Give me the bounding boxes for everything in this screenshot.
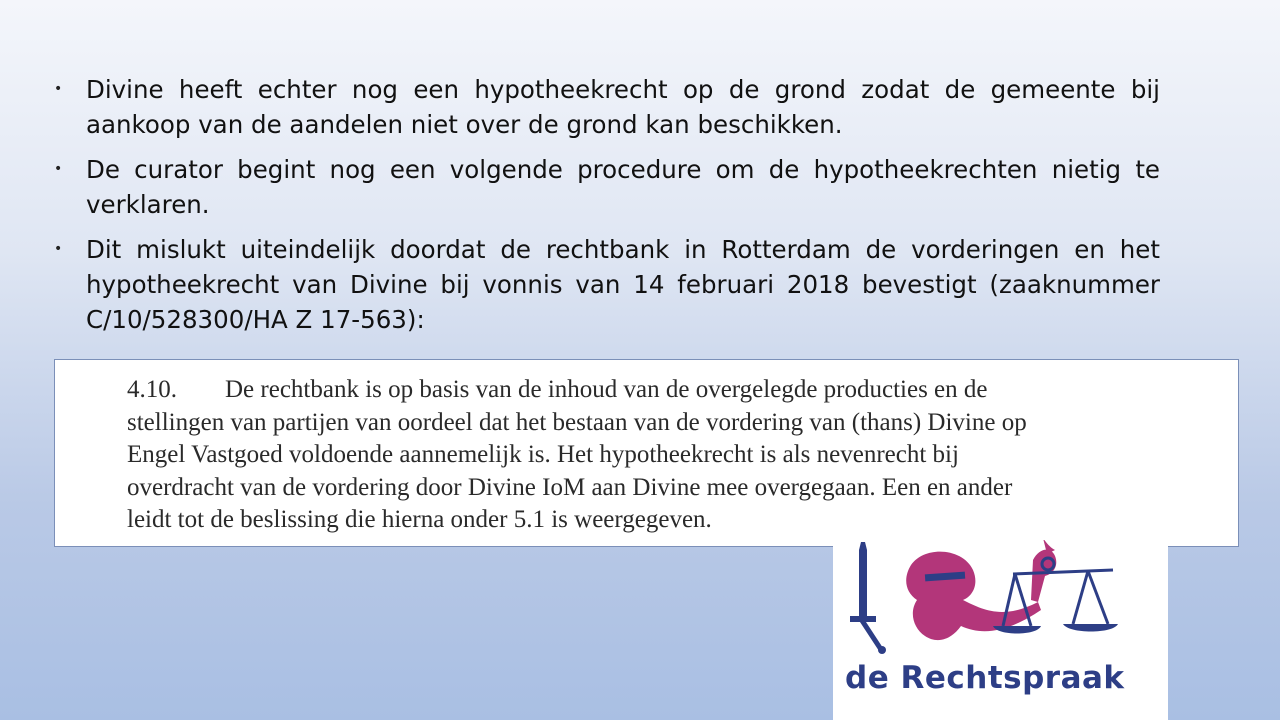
bullet-item [50,232,1160,337]
bullet-icon: • [54,241,63,257]
excerpt-line: De rechtbank is op basis van de inhoud van de overgelegde producties en de [225,376,988,403]
bullet-text: Divine heeft echter nog een hypotheekrecht op de grond zodat de gemeente bij aankoop van de aandelen niet over de grond kan beschikken. [86,75,1160,139]
excerpt-line: overdracht van de vordering door Divine IoM aan Divine mee overgegaan. Een en ander [127,473,1013,501]
bullet-text: De curator begint nog een volgende procedure om de hypotheekrechten nietig te verklaren. [86,155,1160,219]
bullet-list [50,72,1160,347]
bullet-text: Dit mislukt uiteindelijk doordat de rechtbank in Rotterdam de vorderingen en het hypotheekrecht van Divine bij vonnis van 14 februari 2018 bevestigt (zaaknummer C/10/528300/HA Z 17-563): [86,235,1160,334]
bullet-item [50,152,1160,222]
justitia-scales-icon [833,540,1168,665]
paragraph-number: 4.10. [127,376,177,403]
excerpt-line: Engel Vastgoed voldoende aannemelijk is. Het hypotheekrecht is als nevenrecht bij [127,441,959,468]
logo-wordmark: de Rechtspraak [845,660,1125,696]
bullet-item [50,72,1160,142]
bullet-icon: • [54,161,63,177]
court-ruling-excerpt [54,359,1239,547]
excerpt-line: stellingen van partijen van oordeel dat het bestaan van de vordering van (thans) Divine op [127,408,1027,436]
excerpt-line: leidt tot de beslissing die hierna onder 5.1 is weergegeven. [127,506,712,533]
excerpt-text [127,374,1127,537]
bullet-icon: • [54,81,63,97]
rechtspraak-logo [833,540,1168,720]
